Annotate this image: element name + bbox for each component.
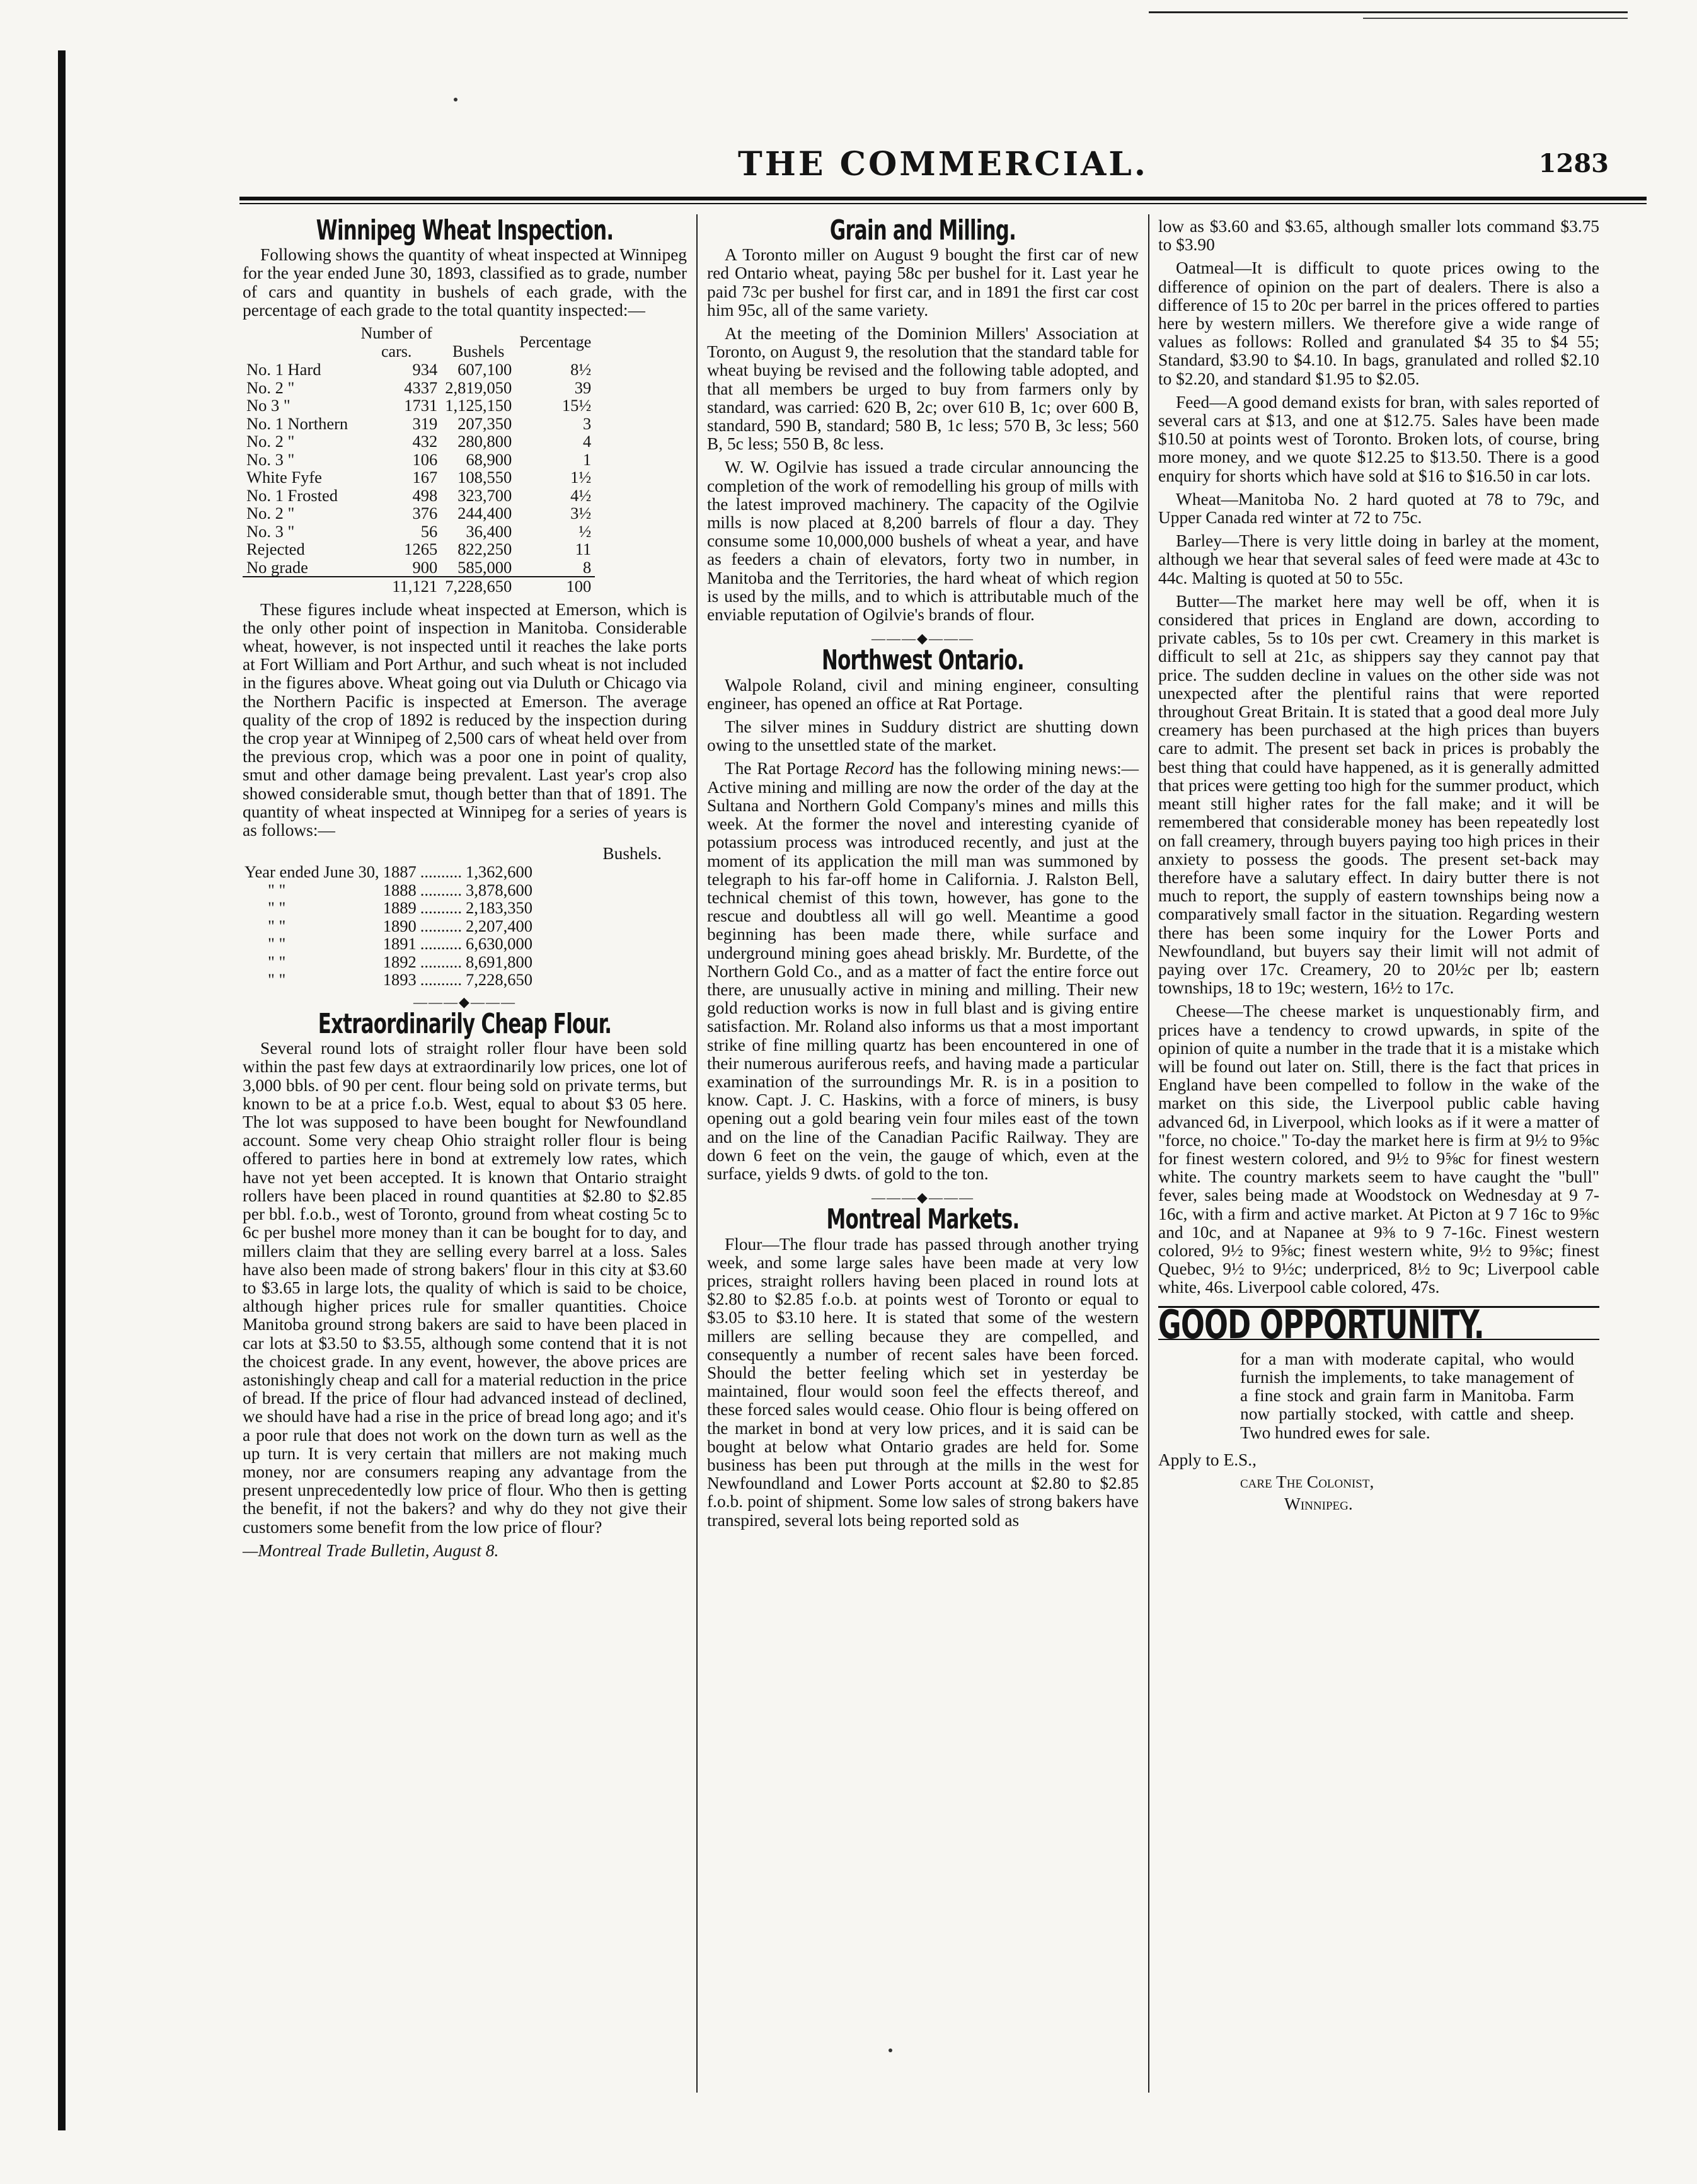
column-divider	[1148, 214, 1149, 2093]
montreal-flour-cont: low as $3.60 and $3.65, although smaller lots command $3.75 to $3.90	[1158, 217, 1599, 255]
cheap-flour-body: Several round lots of straight roller flour have been sold within the past few days at extraordinarily low prices, one lot of 3,000 bbls. of 90 per cent. flour being sold on private terms, but known to be at a price f.o.b. West, equal to about $3 05 here. The lot was supposed to have been bought for Newfoundland account. Some very cheap Ohio straight roller flour is being offered to parties here in bond at extremely low rates, which have not yet been accepted. It is known that Ontario straight rollers have been placed in round quantities at $2.80 to $2.85 per bbl. f.o.b., west of Toronto, ground from wheat costing 5c to 6c per bushel more money than it can be bought for to day, and millers claim that they are selling every barrel at a loss. Sales have also been made of strong bakers' flour in this city at $3.60 to $3.65 in large lots, the quality of which is said to be choice, although higher prices rule for smaller quantities. Choice Manitoba ground strong bakers are said to have been placed in car lots at $3.50 to $3.55, although some contend that it is not the choicest grade. In any event, however, the above prices are astonishingly cheap and call for a material reduction in the price of bread. If the price of flour had advanced instead of declined, we should have had a rise in the price of bread long ago; and it's a poor rule that does not work on the down turn as well as the up turn. It is very certain that millers are not making much money, nor are consumers reaping any advantage from the present unprecedentedly low price of flour. Who then is getting the benefit, if not the bakers? and why do they not give their customers some benefit from the low price of flour?	[243, 1039, 687, 1537]
wheat-body: These figures include wheat inspected at Emerson, which is the only other point of inspection in Manitoba. Considerable wheat, however, is not inspected until it reaches the lake ports at Fort William and Port Arthur, and such wheat is not included in the figures above. Wheat going out via Duluth or Chicago via the Northern Pacific is inspected at Emerson. The average quality of the crop of 1892 is reduced by the inspection during the crop year at Winnipeg of 2,500 cars of wheat held over from the previous crop, which was a poor one in point of quality, smut and other damage being prevalent. Last year's crop also showed considerable smut, though better than that of 1891. The quantity of wheat inspected at Winnipeg for a series of years is as follows:—	[243, 599, 687, 840]
wheat-table	[243, 325, 595, 596]
table-row: No. 2 " 376 244,400 3½	[246, 504, 592, 523]
table-row: " " 1889 .......... 2,183,350	[268, 898, 532, 918]
table-row: No. 3 " 56 36,400 ½	[246, 521, 592, 541]
years-table	[243, 863, 534, 989]
col-percentage: Percentage	[519, 333, 592, 352]
grain-milling-p1: A Toronto miller on August 9 bought the first car of new red Ontario wheat, paying 58c per bushel for it. Last year he paid 73c per bushel for first car, and in 1891 the first car cost him 95c, all of the same variety.	[707, 245, 1139, 320]
masthead-rule	[239, 197, 1647, 200]
advertisement	[1158, 1301, 1599, 1514]
table-row: No. 1 Northern 319 207,350 3	[246, 413, 592, 433]
table-row: White Fyfe 167 108,550 1½	[246, 468, 592, 487]
table-row: " " 1888 .......... 3,878,600	[268, 880, 532, 899]
table-row: No. 3 " 106 68,900 1	[246, 449, 592, 469]
masthead-rule-thin	[239, 203, 1647, 204]
table-row: No 3 " 1731 1,125,150 15½	[246, 396, 592, 415]
heading-wheat-inspection: Winnipeg Wheat Inspection.	[316, 214, 614, 246]
wheat-intro: Following shows the quantity of wheat inspected at Winnipeg for the year ended June 30, 1893, classified as to grade, number of cars and quantity in bushels of each grade, with the percentage of each grade to the total quantity inspected:—	[243, 245, 687, 320]
table-row: No grade 900 585,000 8	[246, 557, 592, 577]
ad-care: care The Colonist,	[1240, 1472, 1374, 1491]
montreal-wheat: Wheat—Manitoba No. 2 hard quoted at 78 to 79c, and Upper Canada red winter at 72 to 75c.	[1158, 489, 1599, 528]
heading-grain-milling: Grain and Milling.	[829, 214, 1016, 246]
northwest-p1: Walpole Roland, civil and mining engineer, consulting engineer, has opened an office at Rat Portage.	[707, 675, 1139, 713]
top-rule-short	[1363, 18, 1628, 19]
grain-milling-p3: W. W. Ogilvie has issued a trade circular announcing the completion of the work of remodelling his group of mills with the latest improved machinery. The capacity of the Ogilvie mills is now placed at 8,200 barrels of flour a day. They consume some 10,000,000 bushels of wheat a year, and have as feeders a chain of elevators, forty two in number, in Manitoba and the Territories, the hard wheat of which region is used by the mills, and to which is attributable much of the enviable reputation of Ogilvie's brands of flour.	[707, 458, 1139, 625]
section-ornament: ———◆———	[413, 993, 516, 1010]
col-grade	[243, 325, 352, 361]
years-header: Bushels.	[602, 844, 662, 864]
table-total-row: 11,121 7,228,650 100	[243, 577, 595, 596]
montreal-flour: Flour—The flour trade has passed through another trying week, and some large sales have been made at very low prices, straight rollers having been placed in round lots at $2.80 to $2.85 f.o.b. at points west of Toronto or equal to $3.05 to $3.10 here. It is stated that some of the western millers are selling because they are compelled, and consequently a number of recent sales have been forced. Should the better feeling which set in yesterday be maintained, flour would soon feel the effects thereof, and these forced sales would cease. Ohio flour is being offered on the market in bond at very low prices, and it is said can be bought at below what Ontario grades are held for. Some business has been put through at the mills in the west for Newfoundland and Lower Ports account at $2.80 to $2.85 f.o.b. point of shipment. Some low sales of strong bakers have transpired, several lots being reported sold as	[707, 1234, 1139, 1530]
section-ornament: ———◆———	[872, 630, 974, 647]
newspaper-title: THE COMMERCIAL.	[738, 145, 1148, 183]
northwest-p3: The Rat Portage Record has the following mining news:—Active mining and milling are now the order of the day at the Sultana and Northern Gold Company's mines and mills this week. At the former the novel and interesting cyanide of potassium process was introduced recently, and just at the moment of its application the mill man was summoned by telegraph to his far-off home in California. J. Ralston Bell, technical chemist of this town, however, has gone to the rescue and doubtless all will go well. Meantime a good beginning has been made there, while surface and underground mining goes ahead briskly. Mr. Burdette, of the Northern Gold Co., and as a matter of fact the entire force out there, are unusually active in mining and milling. Their new gold reduction works is now in full blast and is giving entire satisfaction. Mr. Roland also informs us that a most important strike of fine milling quartz has been encountered in one of their numerous auriferous reefs, and having made a particular examination of the surroundings Mr. R. is in a position to know. Capt. J. C. Haskins, with a force of miners, is busy opening out a gold bearing vein four miles east of the town and on the line of the Canadian Pacific Railway. They are down 6 feet on the vein, the gauge of which, even at the surface, yields 9 dwts. of gold to the ton.	[707, 759, 1139, 1183]
montreal-butter: Butter—The market here may well be off, when it is considered that prices in England are down, according to private cables, 5s to 10s per cwt. Creamery in this market is difficult to sell at 21c, as shippers say they cannot pay that price. The sudden decline in values on the other side was not unexpected after the plentiful rains that were reported throughout Great Britain. It is stated that a good deal more July creamery has been purchased at the high prices than buyers care to admit. The present set back in prices is probably the best thing that could have happened, as it is generally admitted that prices were getting too high for the summer product, which meant still higher rates for the fall make; and it will be remembered that considerable money has been repeatedly lost on fall creamery, through buyers paying too high prices in their anxiety to possess the goods. The present set-back may therefore have a salutary effect. In dairy butter there is not much to report, the supply of eastern townships being now a comparatively small factor in the situation. Regarding western there has been some inquiry for the Lower Ports and Newfoundland, but buyers say their limit will not admit of paying over 17c. Creamery, 20 to 20½c per lb; eastern townships, 18 to 19c; western, 16½ to 17c.	[1158, 591, 1599, 998]
heading-montreal-markets: Montreal Markets.	[826, 1203, 1020, 1236]
column-divider	[696, 214, 698, 2093]
montreal-feed: Feed—A good demand exists for bran, with sales reported of several cars at $13, and one at $12.75. Sales have been made $10.50 at points west of Toronto. Broken lots, of course, bring more money, and we quote $12.25 to $13.50. There is a good enquiry for shorts which have sold at $16 to $16.50 in car lots.	[1158, 392, 1599, 485]
heading-northwest-ontario: Northwest Ontario.	[822, 644, 1024, 677]
col-bushels: Bushels	[452, 342, 505, 361]
column-right	[1158, 217, 1599, 1513]
grain-milling-p2: At the meeting of the Dominion Millers' Association at Toronto, on August 9, the resolution that the standard table for wheat buying be revised and the following table adopted, and that all members be urged to buy from farmers only by standard, was carried: 620 B, 2c; over 610 B, 1c; over 600 B, standard, 590 B, standard; 580 B, 1c less; 570 B, 3c less; 560 B, 5c less; 550 B, 8c less.	[707, 324, 1139, 454]
masthead	[239, 145, 1647, 189]
montreal-barley: Barley—There is very little doing in barley at the moment, although we hear that several sales of feed were made at 43c to 44c. Malting is quoted at 50 to 55c.	[1158, 531, 1599, 587]
ad-heading: GOOD OPPORTUNITY.	[1158, 1301, 1484, 1348]
table-row: No. 2 " 4337 2,819,050 39	[246, 378, 592, 397]
binding-shadow	[58, 50, 66, 2130]
table-row: " " 1893 .......... 7,228,650	[268, 970, 532, 990]
page-number: 1283	[1538, 149, 1609, 178]
ad-text: for a man with moderate capital, who would furnish the implements, to take management of a fine stock and grain farm in Manitoba. Farm now partially stocked, with cattle and sheep. Two hundred ewes for sale.	[1240, 1349, 1574, 1442]
table-row: " " 1892 .......... 8,691,800	[268, 952, 532, 971]
section-ornament: ———◆———	[872, 1189, 974, 1206]
top-rule	[1149, 11, 1628, 13]
ad-apply: Apply to E.S.,	[1158, 1450, 1257, 1469]
ad-body	[1240, 1350, 1574, 1442]
speck	[454, 98, 457, 101]
table-row: Rejected 1265 822,250 11	[246, 540, 592, 559]
table-row: " " 1891 .......... 6,630,000	[268, 934, 532, 954]
table-row: Year ended June 30, 1887 .......... 1,362,600	[244, 862, 532, 882]
heading-cheap-flour: Extraordinarily Cheap Flour.	[318, 1008, 612, 1041]
table-row: No. 1 Hard 934 607,100 8½	[246, 360, 592, 379]
cheap-flour-source: —Montreal Trade Bulletin, August 8.	[243, 1540, 499, 1560]
column-left	[243, 214, 687, 1560]
table-row: No. 1 Frosted 498 323,700 4½	[246, 485, 592, 505]
table-row: " " 1890 .......... 2,207,400	[268, 916, 532, 935]
column-middle	[707, 214, 1139, 1535]
speck	[889, 2048, 892, 2052]
northwest-p2: The silver mines in Suddury district are shutting down owing to the unsettled state of the market.	[707, 717, 1139, 755]
table-row: No. 2 " 432 280,800 4	[246, 432, 592, 451]
montreal-oatmeal: Oatmeal—It is difficult to quote prices owing to the difference of opinion on the part of dealers. There is also a difference of 15 to 20c per barrel in the prices offered to parties here by western millers. We therefore give a wide range of values as follows: Rolled and granulated $4 35 to $4 55; Standard, $3.90 to $4.10. In bags, granulated and rolled $2.10 to $2.20, and standard $1.95 to $2.05.	[1158, 258, 1599, 388]
ad-city: Winnipeg.	[1284, 1494, 1353, 1514]
montreal-cheese: Cheese—The cheese market is unquestionably firm, and prices have a tendency to crowd upwards, in spite of the opinion of quite a number in the trade that it is a mistake which will be found out later on. Still, there is the fact that prices in England have been compelled to follow in the wake of the market on this side, the Liverpool public cable having advanced 6d, in Liverpool, which looks as if it were a matter of "force, no choice." To-day the market here is firm at 9½ to 9⅝c for finest western colored, and 9½ to 9⅝c for finest western white. The country markets seem to have caught the "bull" fever, sales being made at Woodstock on Wednesday at 9 7-16c, with a firm and active market. At Picton at 9 7 16c to 9⅝c and 10c, and at Napanee at 9⅜ to 9 7-16c. Finest western colored, 9½ to 9⅝c; finest western white, 9½ to 9⅝c; finest Quebec, 9½ to 9½c; underpriced, 8½ to 9c; Liverpool cable white, 46s. Liverpool cable colored, 47s.	[1158, 1002, 1599, 1297]
col-cars: Number of cars.	[360, 324, 432, 361]
